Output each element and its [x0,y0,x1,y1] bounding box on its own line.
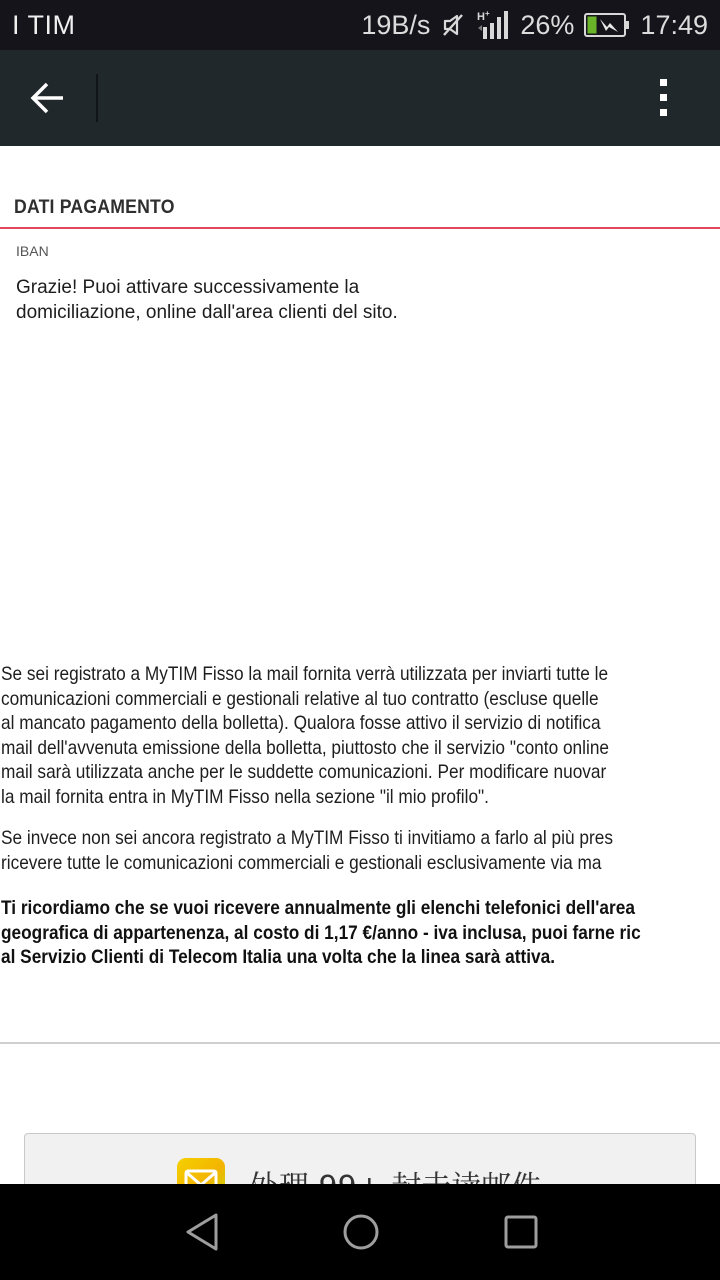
network-speed: 19B/s [361,9,431,40]
nav-recents-button[interactable] [493,1206,549,1258]
notice-line: mail sarà utilizzata anche per le suddette comunicazioni. Per modificare nuovar [1,761,607,784]
notice-line: la mail fornita entra in MyTIM Fisso nella sezione "il mio profilo". [1,785,489,808]
nav-home-button[interactable] [333,1206,389,1258]
system-nav-bar [0,1184,720,1280]
notice-line: geografica di appartenenza, al costo di 1,17 €/anno - iva inclusa, puoi farne ric [1,921,641,944]
battery-charging-icon [584,12,630,38]
app-bar-divider [96,74,98,122]
clock: 17:49 [640,9,708,40]
nav-home-icon [342,1213,380,1251]
battery-percent: 26% [520,9,575,40]
content-divider [0,1042,720,1044]
more-vert-icon [660,79,668,117]
notice-line: al Servizio Clienti di Telecom Italia una volta che la linea sarà attiva. [1,946,556,969]
notice-line: Ti ricordiamo che se vuoi ricevere annualmente gli elenchi telefonici dell'area [1,897,635,919]
nav-recents-icon [504,1215,538,1249]
notice-registered [1,662,674,810]
svg-text:+: + [485,9,491,18]
arrow-left-icon [30,82,66,114]
carrier-name: I TIM [12,9,76,40]
notice-line: al mancato pagamento della bolletta). Qualora fosse attivo il servizio di notifica [1,712,601,735]
nav-back-icon [184,1212,220,1252]
notice-line: ricevere tutte le comunicazioni commerciali e gestionali esclusivamente via ma [1,851,602,874]
app-bar [0,50,720,146]
section-divider [0,227,720,229]
mute-icon [440,12,466,38]
iban-label: IBAN [16,243,49,259]
overflow-menu-button[interactable] [644,76,684,120]
iban-value: Grazie! Puoi attivare successivamente la domiciliazione, online dall'area clienti del sito. [16,277,398,323]
notice-not-registered [1,826,674,875]
status-bar [0,0,720,50]
notice-line: comunicazioni commerciali e gestionali relative al tuo contratto (escluse quelle [1,687,599,710]
back-button[interactable] [22,76,74,120]
notice-line: Se sei registrato a MyTIM Fisso la mail fornita verrà utilizzata per inviarti tutte le [1,663,609,685]
section-title-payment: DATI PAGAMENTO [14,197,175,218]
svg-text:H: H [477,11,486,23]
notice-line: Se invece non sei ancora registrato a MyTIM Fisso ti invitiamo a farlo al più pres [1,827,613,849]
signal-icon [476,9,510,41]
notice-phonebook [1,896,674,970]
notice-line: mail dell'avvenuta emissione della bolletta, piuttosto che il servizio "conto online [1,736,610,759]
nav-back-button[interactable] [174,1206,230,1258]
status-icons [361,9,708,41]
